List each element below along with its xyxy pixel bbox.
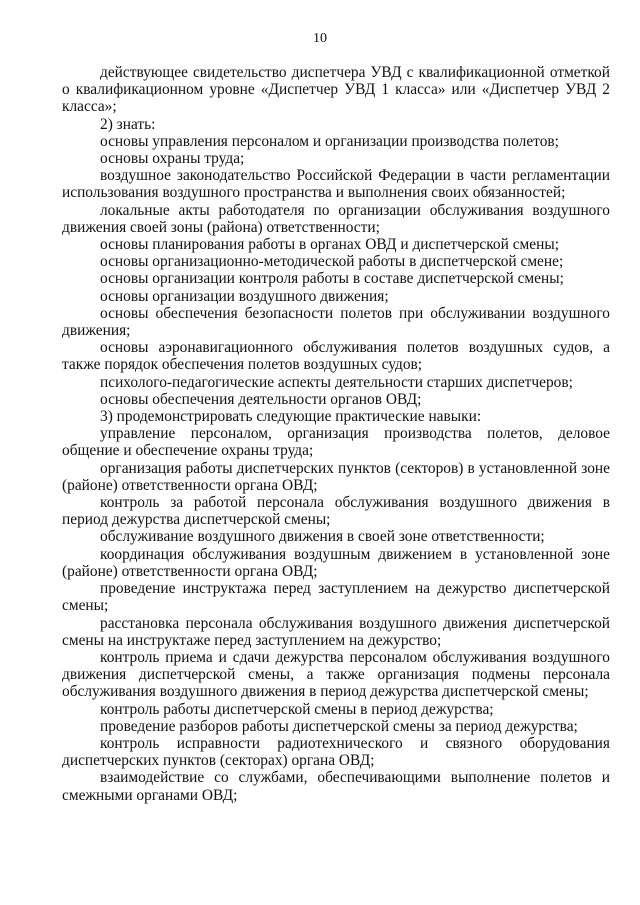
paragraph: психолого-педагогические аспекты деятельности старших диспетчеров; xyxy=(100,373,573,391)
paragraph: контроль приема и сдачи дежурства персоналом обслуживания воздушного движения диспетчерской смены, а также организация подмены персонала обслуживания воздушного движения в период дежурства диспетчерской смены; xyxy=(62,648,610,701)
paragraph: основы обеспечения безопасности полетов при обслуживании воздушного движения; xyxy=(62,304,610,340)
paragraph: контроль исправности радиотехнического и связного оборудования диспетчерских пунктов (секторах) органа ОВД; xyxy=(62,734,610,770)
paragraph: основы организации воздушного движения; xyxy=(100,287,389,305)
page-number: 10 xyxy=(313,31,327,46)
paragraph: организация работы диспетчерских пунктов (секторов) в установленной зоне (районе) ответственности органа ОВД; xyxy=(62,459,610,494)
paragraph: контроль за работой персонала обслуживания воздушного движения в период дежурства диспетчерской смены; xyxy=(62,494,610,529)
body-text xyxy=(62,64,610,804)
paragraph: основы планирования работы в органах ОВД и диспетчерской смены; xyxy=(100,236,559,254)
paragraph: обслуживание воздушного движения в своей зоне ответственности; xyxy=(100,528,545,546)
paragraph: расстановка персонала обслуживания воздушного движения диспетчерской смены на инструктаже перед заступлением на дежурство; xyxy=(62,614,610,649)
paragraph: проведение разборов работы диспетчерской смены за период дежурства; xyxy=(100,717,578,735)
paragraph: основы управления персоналом и организации производства полетов; xyxy=(100,132,559,150)
paragraph: взаимодействие со службами, обеспечивающими выполнение полетов и смежными органами ОВД; xyxy=(62,769,610,804)
paragraph: воздушное законодательство Российской Федерации в части регламентации использования воздушного пространства и выполнения своих обязанностей; xyxy=(62,167,610,202)
paragraph: управление персоналом, организация производства полетов, деловое общение и обеспечение охраны труда; xyxy=(62,425,610,460)
paragraph: основы обеспечения деятельности органов ОВД; xyxy=(100,390,422,408)
paragraph: 3) продемонстрировать следующие практические навыки: xyxy=(100,408,482,426)
paragraph: основы аэронавигационного обслуживания полетов воздушных судов, а также порядок обеспечения полетов воздушных судов; xyxy=(62,339,610,374)
paragraph: основы охраны труда; xyxy=(100,150,245,168)
paragraph: координация обслуживания воздушным движением в установленной зоне (районе) ответственности органа ОВД; xyxy=(62,545,610,580)
paragraph: основы организационно-методической работы в диспетчерской смене; xyxy=(100,253,564,271)
paragraph: 2) знать: xyxy=(100,115,156,133)
paragraph: действующее свидетельство диспетчера УВД с квалификационной отметкой о квалификационном уровне «Диспетчер УВД 1 класса» или «Диспетчер УВД 2 класса»; xyxy=(62,64,610,116)
paragraph: контроль работы диспетчерской смены в период дежурства; xyxy=(100,700,494,718)
paragraph: основы организации контроля работы в составе диспетчерской смены; xyxy=(100,270,564,288)
paragraph: проведение инструктажа перед заступлением на дежурство диспетчерской смены; xyxy=(62,580,610,615)
paragraph: локальные акты работодателя по организации обслуживания воздушного движения своей зоны (района) ответственности; xyxy=(62,201,610,236)
